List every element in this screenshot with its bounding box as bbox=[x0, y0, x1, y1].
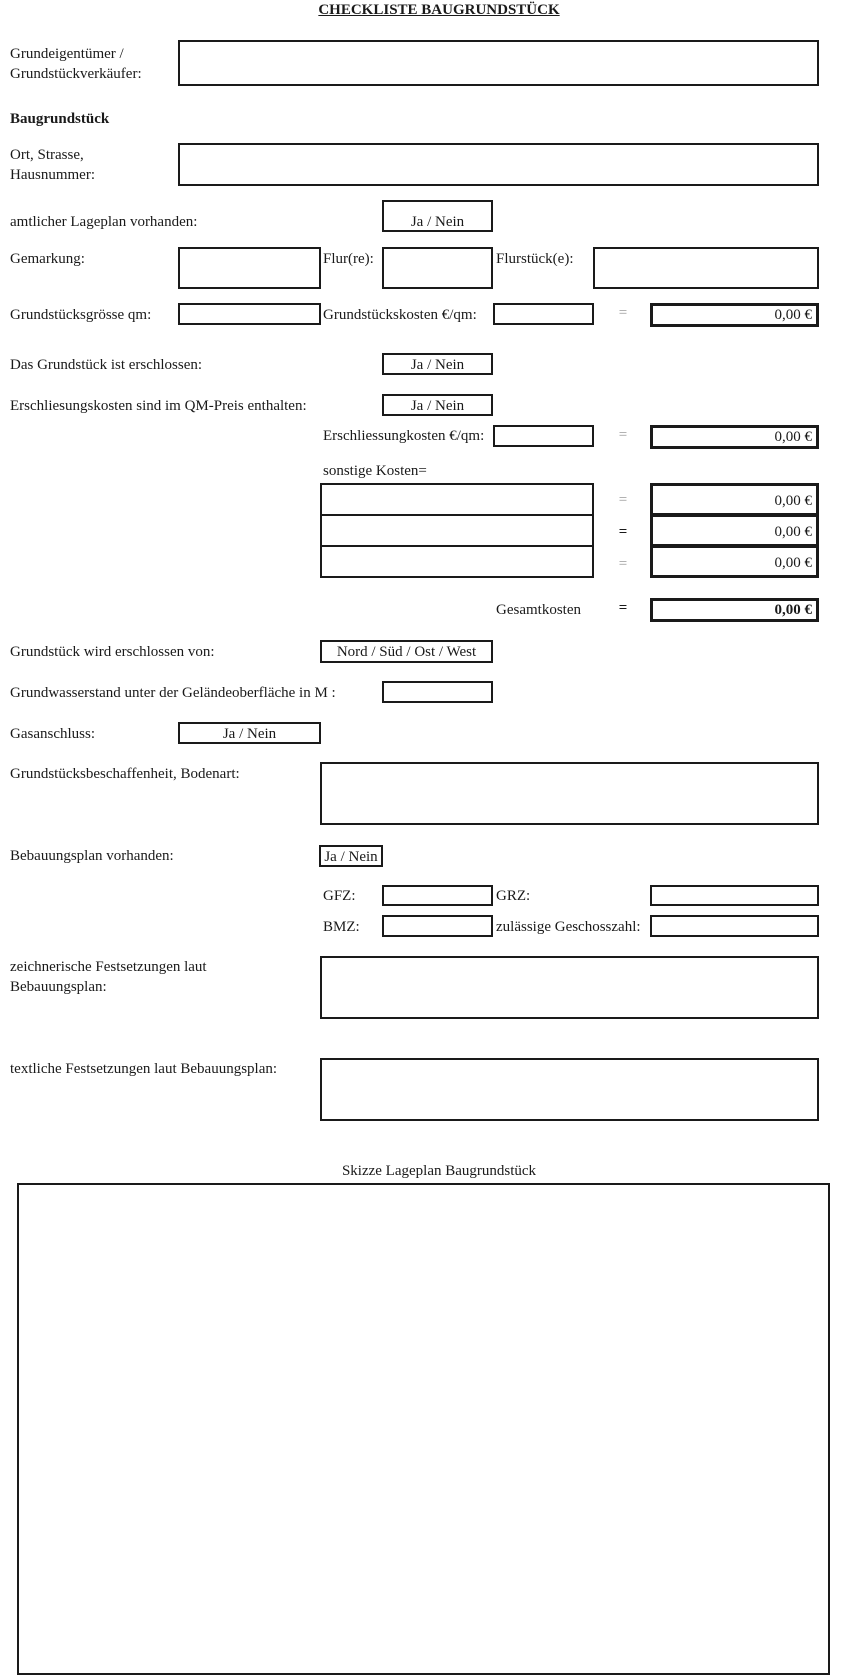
access-direction-option[interactable]: Nord / Süd / Ost / West bbox=[320, 640, 493, 663]
drawing-specs-label-line1: zeichnerische Festsetzungen laut bbox=[10, 959, 207, 975]
plot-cost-total: 0,00 € bbox=[650, 303, 819, 327]
grz-field[interactable] bbox=[650, 885, 819, 906]
gfz-field[interactable] bbox=[382, 885, 493, 906]
flur-field[interactable] bbox=[382, 247, 493, 289]
owner-label-line2: Grundstückverkäufer: bbox=[10, 66, 142, 82]
total-costs-equals: = bbox=[618, 600, 628, 616]
drawing-specs-label-line2: Bebauungsplan: bbox=[10, 979, 107, 995]
dev-cost-incl-yes-no[interactable]: Ja / Nein bbox=[382, 394, 493, 416]
developed-yes-no[interactable]: Ja / Nein bbox=[382, 353, 493, 375]
plot-size-field[interactable] bbox=[178, 303, 321, 325]
gas-label: Gasanschluss: bbox=[10, 726, 95, 742]
site-plan-yes-no[interactable]: Ja / Nein bbox=[382, 200, 493, 232]
flurstueck-field[interactable] bbox=[593, 247, 819, 289]
address-label-line1: Ort, Strasse, bbox=[10, 147, 84, 163]
other-cost-field[interactable] bbox=[320, 483, 594, 516]
plot-cost-equals: = bbox=[618, 305, 628, 321]
total-costs-value: 0,00 € bbox=[650, 598, 819, 622]
other-cost-total: 0,00 € bbox=[650, 483, 819, 516]
plot-size-label: Grundstücksgrösse qm: bbox=[10, 307, 152, 323]
other-cost-equals: = bbox=[618, 524, 628, 540]
gemarkung-label: Gemarkung: bbox=[10, 251, 85, 267]
page-title: CHECKLISTE BAUGRUNDSTÜCK bbox=[318, 2, 560, 18]
flurstueck-label: Flurstück(e): bbox=[496, 251, 574, 267]
bmz-field[interactable] bbox=[382, 915, 493, 937]
dev-cost-equals: = bbox=[618, 427, 628, 443]
section-heading-plot: Baugrundstück bbox=[10, 111, 110, 127]
floors-label: zulässige Geschosszahl: bbox=[496, 919, 641, 935]
dev-cost-total: 0,00 € bbox=[650, 425, 819, 449]
gemarkung-field[interactable] bbox=[178, 247, 321, 289]
drawing-specs-field[interactable] bbox=[320, 956, 819, 1019]
soil-field[interactable] bbox=[320, 762, 819, 825]
access-label: Grundstück wird erschlossen von: bbox=[10, 644, 215, 660]
owner-label-line1: Grundeigentümer / bbox=[10, 46, 124, 62]
sketch-label: Skizze Lageplan Baugrundstück bbox=[341, 1163, 537, 1179]
dev-cost-label: Erschliessungkosten €/qm: bbox=[323, 428, 485, 444]
other-cost-equals: = bbox=[618, 492, 628, 508]
bmz-label: BMZ: bbox=[323, 919, 360, 935]
plot-cost-label: Grundstückskosten €/qm: bbox=[323, 307, 477, 323]
other-costs-label: sonstige Kosten= bbox=[323, 463, 427, 479]
soil-label: Grundstücksbeschaffenheit, Bodenart: bbox=[10, 766, 240, 782]
other-cost-field[interactable] bbox=[320, 545, 594, 578]
zoning-plan-yes-no[interactable]: Ja / Nein bbox=[319, 845, 383, 867]
groundwater-field[interactable] bbox=[382, 681, 493, 703]
dev-cost-incl-label: Erschliesungskosten sind im QM-Preis enthalten: bbox=[10, 398, 307, 414]
flur-label: Flur(re): bbox=[323, 251, 374, 267]
groundwater-label: Grundwasserstand unter der Geländeoberfläche in M : bbox=[10, 685, 336, 701]
sketch-area[interactable] bbox=[17, 1183, 830, 1675]
address-label-line2: Hausnummer: bbox=[10, 167, 95, 183]
other-cost-total: 0,00 € bbox=[650, 545, 819, 578]
address-field[interactable] bbox=[178, 143, 819, 186]
other-cost-field[interactable] bbox=[320, 514, 594, 547]
text-specs-field[interactable] bbox=[320, 1058, 819, 1121]
plot-cost-field[interactable] bbox=[493, 303, 594, 325]
other-cost-equals: = bbox=[618, 556, 628, 572]
other-cost-total: 0,00 € bbox=[650, 514, 819, 547]
developed-label: Das Grundstück ist erschlossen: bbox=[10, 357, 203, 373]
floors-field[interactable] bbox=[650, 915, 819, 937]
site-plan-label: amtlicher Lageplan vorhanden: bbox=[10, 214, 198, 230]
zoning-plan-label: Bebauungsplan vorhanden: bbox=[10, 848, 174, 864]
text-specs-label: textliche Festsetzungen laut Bebauungsplan: bbox=[10, 1061, 278, 1077]
dev-cost-field[interactable] bbox=[493, 425, 594, 447]
grz-label: GRZ: bbox=[496, 888, 531, 904]
owner-field[interactable] bbox=[178, 40, 819, 86]
gas-yes-no[interactable]: Ja / Nein bbox=[178, 722, 321, 744]
gfz-label: GFZ: bbox=[323, 888, 356, 904]
total-costs-label: Gesamtkosten bbox=[496, 602, 581, 618]
